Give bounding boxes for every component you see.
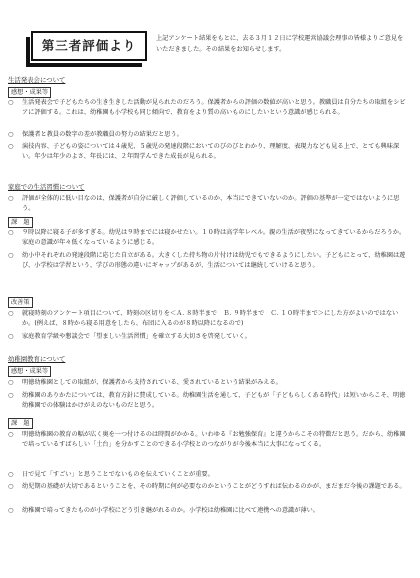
list-item <box>8 309 408 329</box>
section-heading-seikatsu-happyoukai: 生活発表会について <box>8 76 66 84</box>
subheading-kansou: 感想・成果等 <box>8 87 51 98</box>
list-item-text: 幼稚園で培ってきたものが小学校にどう引き継がれるのか。小学校は幼稚園に比べて連携への意識が薄い。 <box>22 507 319 514</box>
list-item-text: 就寝時刻のアンケート項目について、時刻の区切りを＜Ａ. ８時半まで Ｂ. ９時半まで Ｃ. １０時半まで＞にした方がよいのではないか。(例えば、８時から寝る用意をしたら、布団に入るのが８時以降になるので) <box>22 310 399 328</box>
section-heading-seikatsu-shuukan: 家庭での生活習慣について <box>8 183 85 191</box>
bullet-mark: ○ <box>8 310 14 317</box>
bullet-mark: ○ <box>8 507 14 514</box>
list-item <box>8 391 408 411</box>
list-item-text: 演技内容、子どもの姿については４歳児、５歳児の発達段階においてのびのびとわかり、理解度、表現力なども見る上で、とても興味深い。年少は年少のよさ、年長には、２年間学んできた成長が見られる。 <box>22 143 400 161</box>
list-item <box>8 228 408 248</box>
subheading-kadai: 課 題 <box>8 217 33 228</box>
list-item-text: 明徳幼稚園の教育の幅が広く奥を一つ付けるのは時間がかかる。いわゆる『お勉強保育』と違うからこその特徴だと思う。だから、幼稚園で培っているすばらしい「土台」を分かすことのできる小学校とのつながりが今後本当に大事になってくる。 <box>22 431 406 449</box>
list-item-text: ９時以降に寝る子が多すぎる。幼児は９時までには寝かせたい。１０時は高学年レベル。親の生活が夜型になってきているからだろうか。家庭の意識が年々低くなっているように感じる。 <box>22 229 406 247</box>
list-item-text: 明徳幼稚園としての取組が、保護者から支持されている、愛されているという結果がみえる。 <box>22 379 282 386</box>
list-item-text: 評価が全体的に低い目なのは、保護者が自分に厳しく評価しているのか、本当にできていないのか。評価の基準が一定ではないように思う。 <box>22 195 400 213</box>
list-item-text: 家庭教育学級や懇談会で「望ましい生活習慣」を確立する大切さを啓発していく。 <box>22 333 251 340</box>
section-heading-youchien-kyouiku: 幼稚園教育について <box>8 355 66 363</box>
bullet-mark: ○ <box>8 392 14 399</box>
bullet-mark: ○ <box>8 143 14 150</box>
list-item <box>8 482 408 492</box>
bullet-mark: ○ <box>8 195 14 202</box>
bullet-mark: ○ <box>8 99 14 106</box>
bullet-mark: ○ <box>8 471 14 478</box>
bullet-mark: ○ <box>8 252 14 259</box>
list-item-text: 幼小中それぞれの発達段階に応じた自立がある。大きくした持ち物の片付けは幼児でもできるようにしたい。子どもにとって、幼稚園は遊び、小学校は学習という、学びの形態の違いにギャップがあるが、生活については継続していけると思う。 <box>22 252 406 270</box>
subheading-kadai-2: 課 題 <box>8 418 33 429</box>
intro-text: 上記アンケート結果をもとに、去る３月１２日に学校運営協議会理事の皆様よりご意見をいただきました。その結果をお知らせします。 <box>156 35 404 53</box>
list-item-text: 日で見て「すごい」と思うことでないものを伝えていくことが重要。 <box>22 471 214 478</box>
list-item <box>8 332 408 342</box>
list-item-text: 幼児期の基礎が大切であるということを、その時期に何が必要なのかということがどうすれば伝わるのかが、まだまだ今後の課題である。 <box>22 483 406 490</box>
list-item <box>8 142 408 162</box>
bullet-mark: ○ <box>8 483 14 490</box>
list-item <box>8 98 408 118</box>
bullet-mark: ○ <box>8 379 14 386</box>
list-item <box>8 430 408 450</box>
list-item <box>8 470 408 480</box>
list-item-text: 幼稚園のありかたについては、教育方針に賛成している。幼稚園生活を通して、子どもが「子どもらしくある時代」は短いからこそ、明徳幼稚園での体験はかけがえのないものだと思う。 <box>22 392 406 410</box>
list-item <box>8 506 408 516</box>
bullet-mark: ○ <box>8 229 14 236</box>
bullet-mark: ○ <box>8 431 14 438</box>
title-frame <box>31 31 147 61</box>
list-item <box>8 378 408 388</box>
subheading-kaizensaku: 改善策 <box>8 297 33 308</box>
page-title: 第三者評価より <box>41 38 137 53</box>
bullet-mark: ○ <box>8 131 14 138</box>
list-item-text: 保護者と教員の数字の差が教職員の努力の結果だと思う。 <box>22 131 183 138</box>
list-item <box>8 130 408 140</box>
bullet-mark: ○ <box>8 333 14 340</box>
subheading-kansou-2: 感想・成果等 <box>8 366 51 377</box>
list-item <box>8 194 408 214</box>
list-item <box>8 251 408 271</box>
list-item-text: 生活発表会で子どもたちの生き生きした活動が見られたのだろう。保護者からの評価の数値が高いと思う。教職員は自分たちの取組をシビアに評価する。これは、幼稚園も小学校も同じ傾向で、教育をより質の高いものにしたいという意識が感じられる。 <box>22 99 406 117</box>
